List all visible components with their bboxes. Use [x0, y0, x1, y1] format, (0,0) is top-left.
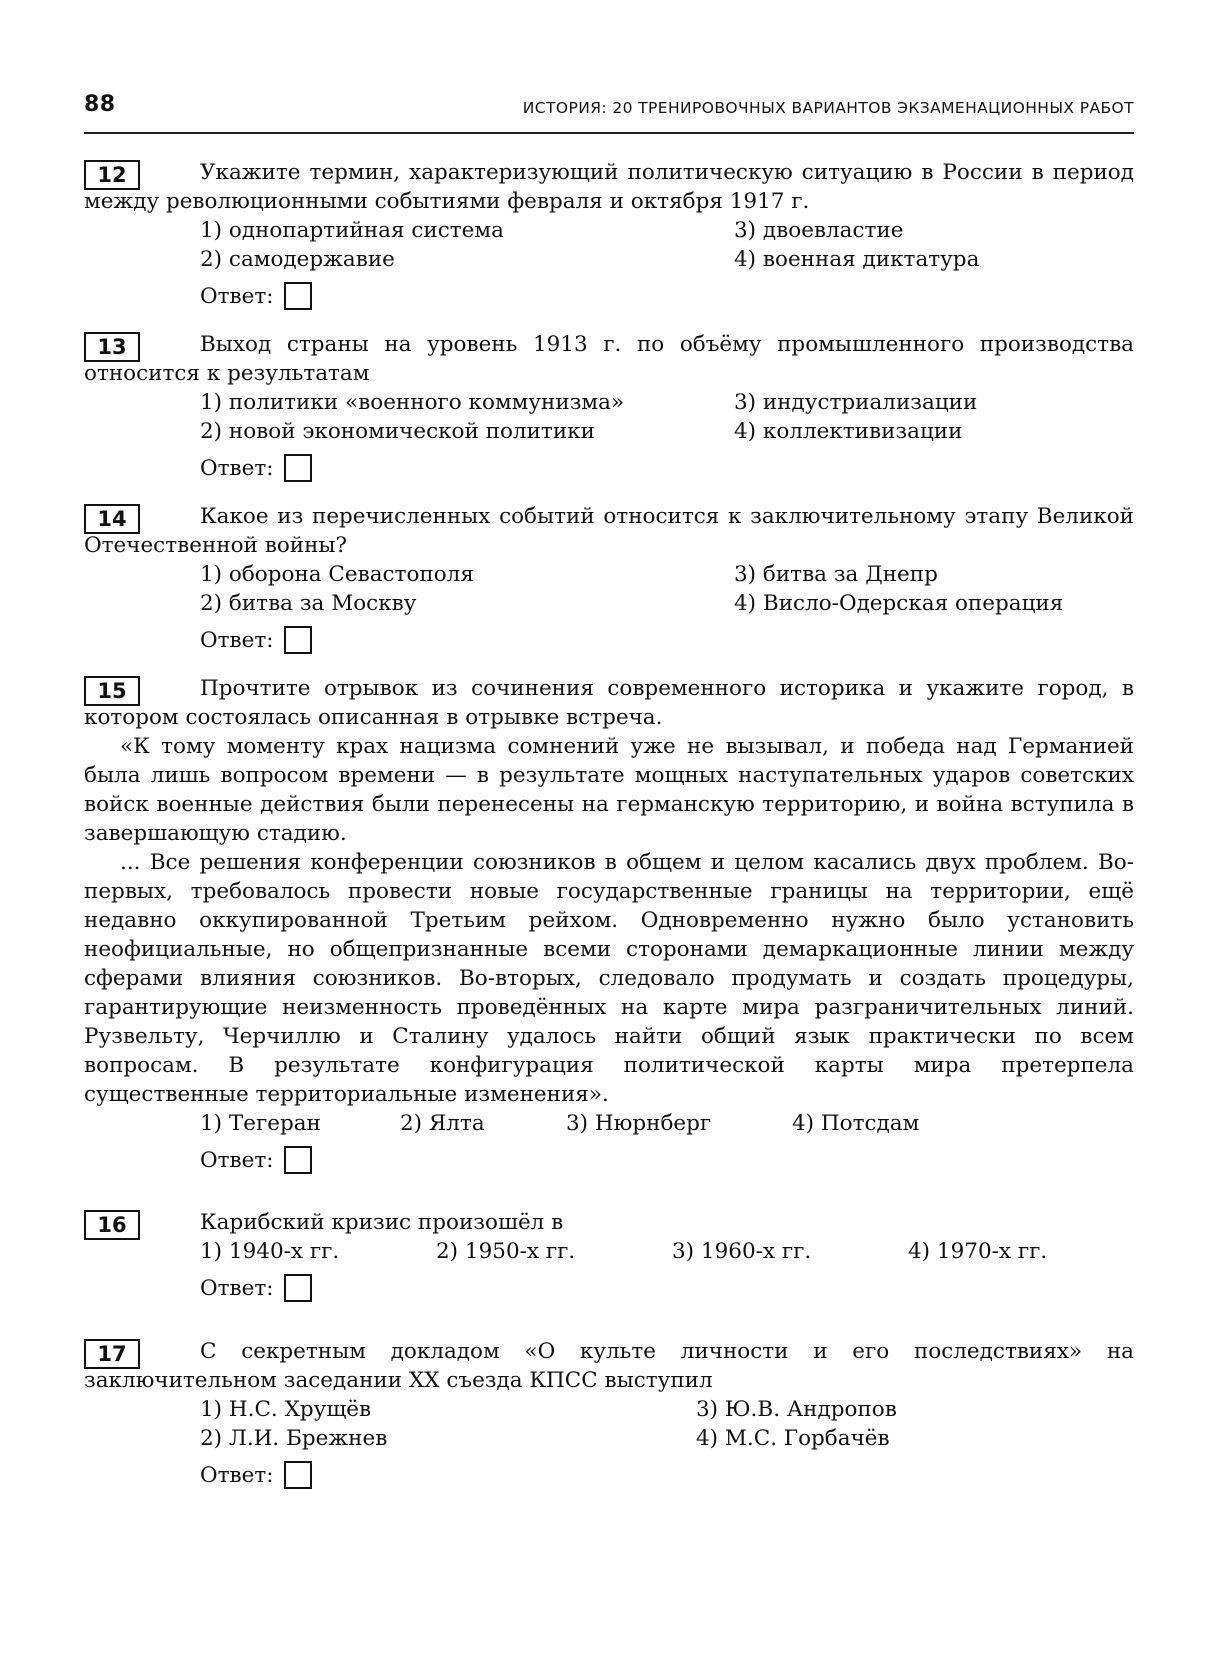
- option-2[interactable]: 2) новой экономической политики: [200, 419, 595, 444]
- page-number: 88: [84, 92, 116, 117]
- answer-row: [84, 452, 1134, 484]
- answer-label: Ответ:: [200, 455, 274, 481]
- option-4[interactable]: 4) Потсдам: [792, 1111, 920, 1136]
- answer-box[interactable]: [284, 282, 312, 310]
- question-number: 16: [84, 1210, 140, 1240]
- question-text: Карибский кризис произошёл в: [200, 1210, 564, 1235]
- option-3[interactable]: 3) индустриализации: [734, 390, 978, 415]
- answer-row: [84, 1144, 1134, 1176]
- answer-box[interactable]: [284, 1146, 312, 1174]
- options: [84, 216, 1134, 274]
- answer-box[interactable]: [284, 1461, 312, 1489]
- options: [84, 1237, 1134, 1266]
- option-1[interactable]: 1) 1940-х гг.: [200, 1239, 340, 1264]
- option-4[interactable]: 4) 1970-х гг.: [908, 1239, 1048, 1264]
- option-2[interactable]: 2) битва за Москву: [200, 591, 417, 616]
- answer-row: [84, 1272, 1134, 1304]
- options: [84, 1395, 1134, 1453]
- option-1[interactable]: 1) оборона Севастополя: [200, 562, 474, 587]
- question-text: Какое из перечисленных событий относится к заключительному этапу Великой Отечественной войны?: [84, 504, 1134, 558]
- option-1[interactable]: 1) Тегеран: [200, 1111, 321, 1136]
- question-text: Прочтите отрывок из сочинения современного историка и укажите город, в котором состоялась описанная в отрывке встреча.: [84, 676, 1134, 730]
- question-number: 15: [84, 676, 140, 706]
- answer-label: Ответ:: [200, 1275, 274, 1301]
- question-number: 13: [84, 332, 140, 362]
- answer-box[interactable]: [284, 1274, 312, 1302]
- answer-label: Ответ:: [200, 627, 274, 653]
- option-3[interactable]: 3) Ю.В. Андропов: [696, 1397, 897, 1422]
- options: [84, 560, 1134, 618]
- quote-paragraph-1: «К тому моменту крах нацизма сомнений уже не вызывал, и победа над Германией была лишь вопросом времени — в результате мощных наступательных ударов советских войск военные действия были перенесены на германскую территорию, и война вступила в завершающую стадию.: [84, 734, 1134, 846]
- option-3[interactable]: 3) двоевластие: [734, 218, 904, 243]
- option-2[interactable]: 2) Л.И. Брежнев: [200, 1426, 388, 1451]
- question-text: Выход страны на уровень 1913 г. по объёму промышленного производства относится к результатам: [84, 332, 1134, 386]
- option-2[interactable]: 2) самодержавие: [200, 247, 395, 272]
- option-4[interactable]: 4) М.С. Горбачёв: [696, 1426, 890, 1451]
- option-4[interactable]: 4) военная диктатура: [734, 247, 980, 272]
- answer-label: Ответ:: [200, 283, 274, 309]
- option-3[interactable]: 3) битва за Днепр: [734, 562, 938, 587]
- answer-row: [84, 1459, 1134, 1491]
- question-number: 14: [84, 504, 140, 534]
- book-title: ИСТОРИЯ: 20 ТРЕНИРОВОЧНЫХ ВАРИАНТОВ ЭКЗАМЕНАЦИОННЫХ РАБОТ: [522, 99, 1134, 117]
- answer-box[interactable]: [284, 626, 312, 654]
- question-text: Укажите термин, характеризующий политическую ситуацию в России в период между революционными событиями февраля и октября 1917 г.: [84, 160, 1134, 214]
- answer-label: Ответ:: [200, 1147, 274, 1173]
- option-2[interactable]: 2) 1950-х гг.: [436, 1239, 576, 1264]
- option-4[interactable]: 4) Висло-Одерская операция: [734, 591, 1064, 616]
- answer-row: [84, 280, 1134, 312]
- header-rule: [84, 132, 1134, 134]
- question-number: 17: [84, 1339, 140, 1369]
- options: [84, 1109, 1134, 1138]
- option-1[interactable]: 1) Н.С. Хрущёв: [200, 1397, 372, 1422]
- answer-label: Ответ:: [200, 1462, 274, 1488]
- option-1[interactable]: 1) однопартийная система: [200, 218, 504, 243]
- question-number: 12: [84, 160, 140, 190]
- option-3[interactable]: 3) 1960-х гг.: [672, 1239, 812, 1264]
- answer-row: [84, 624, 1134, 656]
- option-1[interactable]: 1) политики «военного коммунизма»: [200, 390, 625, 415]
- quote-paragraph-2: ... Все решения конференции союзников в общем и целом касались двух проблем. Во-первых, требовалось провести новые государственные границы на территории, ещё недавно оккупированной Третьим рейхом. Одновременно нужно было установить неофициальные, но общепризнанные всеми сторонами демаркационные линии между сферами влияния союзников. Во-вторых, следовало продумать и создать процедуры, гарантирующие неизменность проведённых на карте мира разграничительных линий. Рузвельту, Черчиллю и Сталину удалось найти общий язык практически по всем вопросам. В результате конфигурация политической карты мира претерпела существенные территориальные изменения».: [84, 850, 1134, 1107]
- option-3[interactable]: 3) Нюрнберг: [566, 1111, 712, 1136]
- options: [84, 388, 1134, 446]
- option-2[interactable]: 2) Ялта: [400, 1111, 485, 1136]
- option-4[interactable]: 4) коллективизации: [734, 419, 963, 444]
- answer-box[interactable]: [284, 454, 312, 482]
- question-text: С секретным докладом «О культе личности и его последствиях» на заключительном заседании XX съезда КПСС выступил: [84, 1339, 1134, 1393]
